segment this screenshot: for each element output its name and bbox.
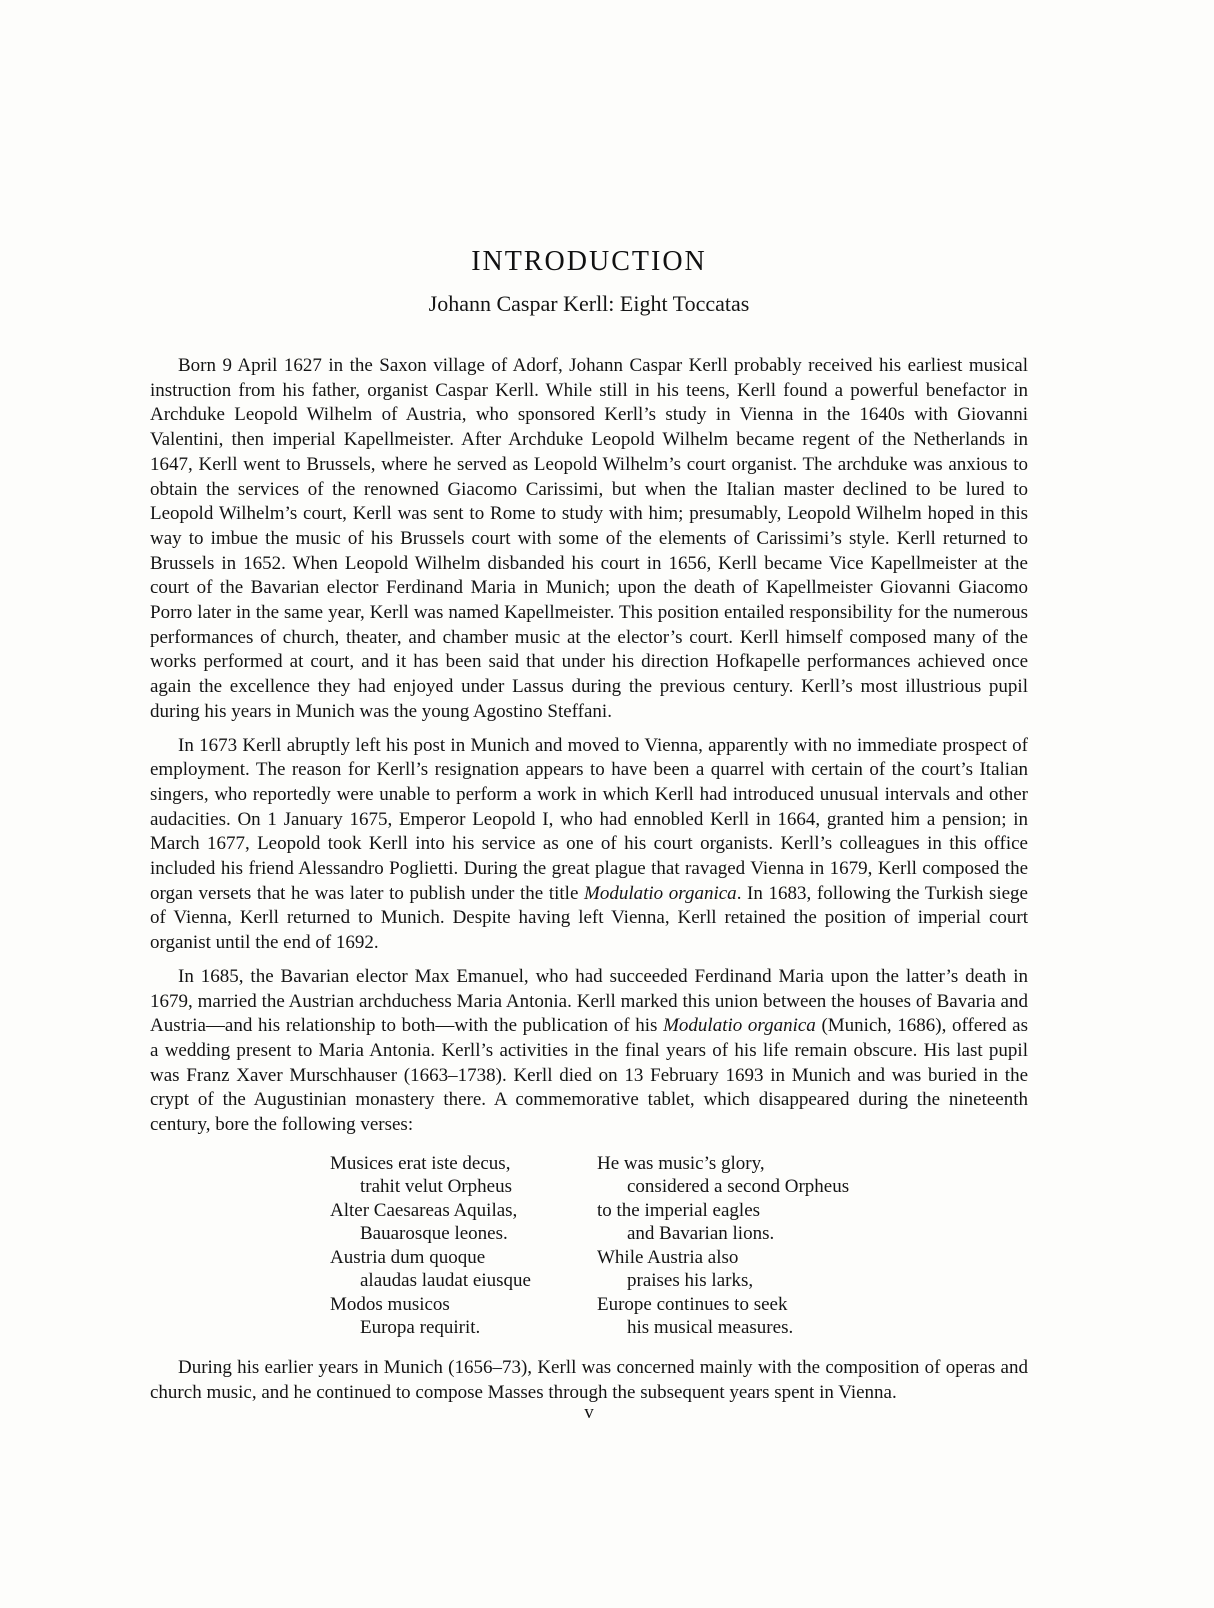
verse-line: alaudas laudat eiusque: [360, 1270, 531, 1292]
verse-line: praises his larks,: [627, 1270, 754, 1292]
verse-line: and Bavarian lions.: [627, 1223, 775, 1245]
paragraph-text: . In 1683, following the Turkish siege of Vienna, Kerll returned to Munich. Despite having left Vienna, Kerll retained the position of imperial court organist until the end of 1692.: [150, 882, 1028, 954]
verse-block: [330, 1152, 1028, 1340]
paragraph-text: During his earlier years in Munich (1656–73), Kerll was concerned mainly with the composition of operas and church music, and he continued to compose Masses through the subsequent years spent in Vienna.: [150, 1356, 1028, 1403]
page-number: v: [584, 1402, 594, 1423]
page-content: [150, 246, 1028, 1405]
verse-line: Bauarosque leones.: [360, 1223, 508, 1245]
paragraph-text: Born 9 April 1627 in the Saxon village of Adorf, Johann Caspar Kerll probably received his earliest musical instruction from his father, organist Caspar Kerll. While still in his teens, Kerll found a powerful benefactor in Archduke Leopold Wilhelm of Austria, who sponsored Kerll’s study in Vienna in the 1640s with Giovanni Valentini, then imperial Kapellmeister. After Archduke Leopold Wilhelm became regent of the Netherlands in 1647, Kerll went to Brussels, where he served as Leopold Wilhelm’s court organist. The archduke was anxious to obtain the services of the renowned Giacomo Carissimi, but when the Italian master declined to be lured to Leopold Wilhelm’s court, Kerll was sent to Rome to study with him; presumably, Leopold Wilhelm hoped in this way to imbue the music of his Brussels court with some of the elements of Carissimi’s style. Kerll returned to Brussels in 1652. When Leopold Wilhelm disbanded his court in 1656, Kerll became Vice Kapellmeister at the court of the Bavarian elector Ferdinand Maria in Munich; upon the death of Kapellmeister Giovanni Giacomo Porro later in the same year, Kerll was named Kapellmeister. This position entailed responsibility for the numerous performances of church, theater, and chamber music at the elector’s court. Kerll himself composed many of the works performed at court, and it has been said that under his direction Hofkapelle performances achieved once again the excellence they had enjoyed under Lassus during the previous century. Kerll’s most illustrious pupil during his years in Munich was the young Agostino Steffani.: [150, 355, 1028, 722]
verse-line: to the imperial eagles: [597, 1199, 761, 1221]
verse-line: Europe continues to seek: [597, 1293, 788, 1315]
verse-line: Europa requirit.: [360, 1317, 481, 1339]
verse-line: He was music’s glory,: [597, 1152, 765, 1174]
verse-line: While Austria also: [597, 1246, 739, 1268]
italic-title-text: Modulatio organica: [584, 882, 737, 904]
paragraphs: [150, 354, 1028, 1138]
paragraph-text: (Munich, 1686), offered as a wedding present to Maria Antonia. Kerll’s activities in the final years of his life remain obscure. His last pupil was Franz Xaver Murschhauser (1663–1738). Kerll died on 13 February 1693 in Munich and was buried in the crypt of the Augustinian monastery there. A commemorative tablet, which disappeared during the nineteenth century, bore the following verses:: [150, 1015, 1028, 1136]
verse-line: his musical measures.: [627, 1317, 794, 1339]
verse-line: considered a second Orpheus: [627, 1176, 850, 1198]
verse-line: trahit velut Orpheus: [360, 1176, 512, 1198]
paragraph: [150, 965, 1028, 1138]
paragraph: [150, 734, 1028, 956]
verse-line: Musices erat iste decus,: [330, 1152, 511, 1174]
italic-title-text: Modulatio organica: [663, 1015, 816, 1037]
paragraph-text: In 1685, the Bavarian elector Max Emanuel, who had succeeded Ferdinand Maria upon the latter’s death in 1679, married the Austrian archduchess Maria Antonia. Kerll marked this union between the houses of Bavaria and Austria—and his relationship to both—with the publication of his: [150, 965, 1028, 1037]
page-subtitle: Johann Caspar Kerll: Eight Toccatas: [428, 291, 750, 316]
verse-line: Modos musicos: [330, 1293, 450, 1315]
verse-line: Austria dum quoque: [330, 1246, 486, 1268]
paragraph: [150, 1356, 1028, 1405]
verse-column-latin: [330, 1152, 597, 1340]
verse-line: Alter Caesareas Aquilas,: [330, 1199, 518, 1221]
closing-paragraph-container: [150, 1356, 1028, 1405]
paragraph-text: In 1673 Kerll abruptly left his post in Munich and moved to Vienna, apparently with no immediate prospect of employment. The reason for Kerll’s resignation appears to have been a quarrel with certain of the court’s Italian singers, who reportedly were unable to perform a work in which Kerll had introduced unusual intervals and other audacities. On 1 January 1675, Emperor Leopold I, who had ennobled Kerll in 1664, granted him a pension; in March 1677, Leopold took Kerll into his service as one of his court organists. Kerll’s colleagues in this office included his friend Alessandro Poglietti. During the great plague that ravaged Vienna in 1679, Kerll composed the organ versets that he was later to publish under the title: [150, 734, 1028, 904]
page-title: INTRODUCTION: [471, 246, 707, 277]
verse-column-english: [597, 1152, 849, 1340]
paragraph: [150, 354, 1028, 725]
